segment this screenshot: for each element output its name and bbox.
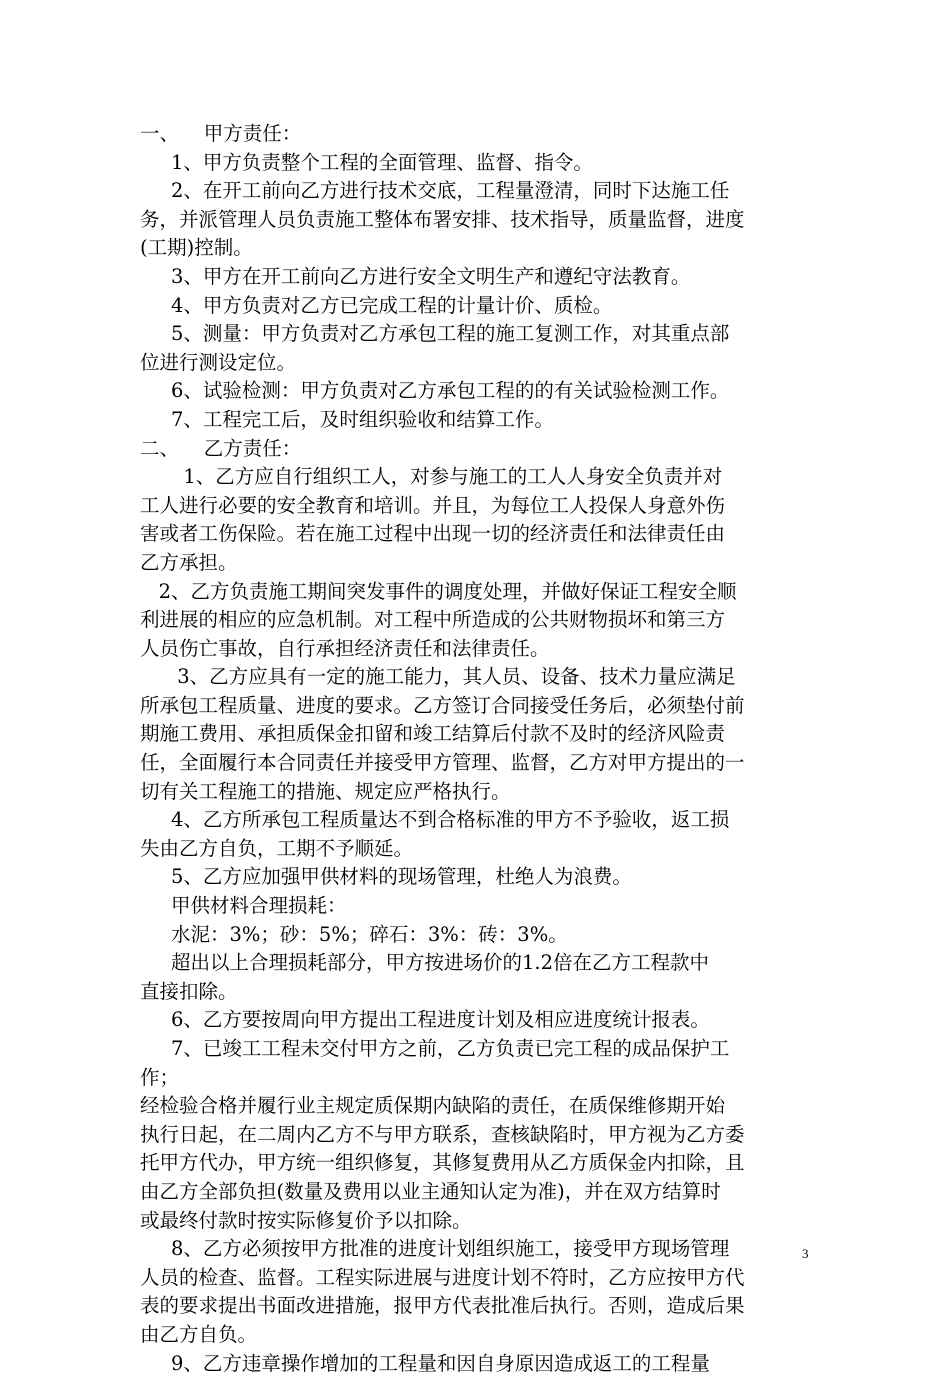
text-line: 二、 乙方责任： [140,436,302,460]
text-line: 1、甲方负责整个工程的全面管理、监督、指令。 [140,150,593,174]
text-line: 执行日起，在二周内乙方不与甲方联系，查核缺陷时，甲方视为乙方委 [140,1122,745,1146]
text-line: 3、甲方在开工前向乙方进行安全文明生产和遵纪守法教育。 [140,264,691,288]
text-line: 害或者工伤保险。若在施工过程中出现一切的经济责任和法律责任由 [140,522,726,546]
text-line: 直接扣除。 [140,979,238,1003]
text-line: 经检验合格并履行业主规定质保期内缺陷的责任，在质保维修期开始 [140,1094,726,1118]
text-line: 任，全面履行本合同责任并接受甲方管理、监督，乙方对甲方提出的一 [140,751,745,775]
text-line: 6、试验检测：甲方负责对乙方承包工程的的有关试验检测工作。 [140,379,730,403]
text-line: 人员伤亡事故，自行承担经济责任和法律责任。 [140,636,550,660]
text-line: 5、测量：甲方负责对乙方承包工程的施工复测工作，对其重点部 [140,322,730,346]
text-line: 由乙方全部负担(数量及费用以业主通知认定为准)，并在双方结算时 [140,1179,721,1203]
text-line: 9、乙方违章操作增加的工程量和因自身原因造成返工的工程量 [140,1351,710,1375]
text-line: 4、乙方所承包工程质量达不到合格标准的甲方不予验收，返工损 [140,808,730,832]
text-line: 所承包工程质量、进度的要求。乙方签订合同接受任务后，必须垫付前 [140,693,745,717]
text-line: 切有关工程施工的措施、规定应严格执行。 [140,779,511,803]
text-line: 期施工费用、承担质保金扣留和竣工结算后付款不及时的经济风险责 [140,722,726,746]
text-line: 5、乙方应加强甲供材料的现场管理，杜绝人为浪费。 [140,865,632,889]
text-line: 水泥：3%；砂：5%；碎石：3%：砖：3%。 [140,922,568,946]
text-line: 7、工程完工后，及时组织验收和结算工作。 [140,407,554,431]
text-line: (工期)控制。 [140,236,253,260]
text-line: 一、 甲方责任： [140,122,302,145]
text-line: 7、已竣工工程未交付甲方之前，乙方负责已完工程的成品保护工 [140,1037,730,1060]
text-line: 2、在开工前向乙方进行技术交底，工程量澄清，同时下达施工任 [140,179,730,203]
text-line: 2、乙方负责施工期间突发事件的调度处理，并做好保证工程安全顺 [140,579,737,603]
text-line: 由乙方自负。 [140,1322,258,1346]
text-line: 或最终付款时按实际修复价予以扣除。 [140,1208,472,1232]
document-body [140,120,815,1378]
text-line: 务，并派管理人员负责施工整体布署安排、技术指导，质量监督，进度 [140,207,745,231]
text-line: 乙方承担。 [140,550,238,574]
text-line: 位进行测设定位。 [140,350,297,374]
text-line: 3、乙方应具有一定的施工能力，其人员、设备、技术力量应满足 [140,665,736,689]
text-line: 1、乙方应自行组织工人，对参与施工的工人人身安全负责并对 [140,465,723,489]
text-line: 作； [140,1065,180,1089]
text-line: 8、乙方必须按甲方批准的进度计划组织施工，接受甲方现场管理 [140,1237,730,1261]
text-line: 甲供材料合理损耗： [140,894,347,918]
text-line: 工人进行必要的安全教育和培训。并且，为每位工人投保人身意外伤 [140,493,726,517]
text-line: 超出以上合理损耗部分，甲方按进场价的1.2倍在乙方工程款中 [140,951,710,975]
text-line: 4、甲方负责对乙方已完成工程的计量计价、质检。 [140,293,613,317]
text-line: 6、乙方要按周向甲方提出工程进度计划及相应进度统计报表。 [140,1008,710,1032]
text-line: 利进展的相应的应急机制。对工程中所造成的公共财物损坏和第三方 [140,608,726,632]
page-number: 3 [802,1246,809,1261]
text-line: 失由乙方自负，工期不予顺延。 [140,836,414,860]
text-line: 人员的检查、监督。工程实际进展与进度计划不符时，乙方应按甲方代 [140,1265,745,1289]
text-line: 托甲方代办，甲方统一组织修复，其修复费用从乙方质保金内扣除，且 [140,1151,745,1175]
text-line: 表的要求提出书面改进措施，报甲方代表批准后执行。否则，造成后果 [140,1294,745,1318]
